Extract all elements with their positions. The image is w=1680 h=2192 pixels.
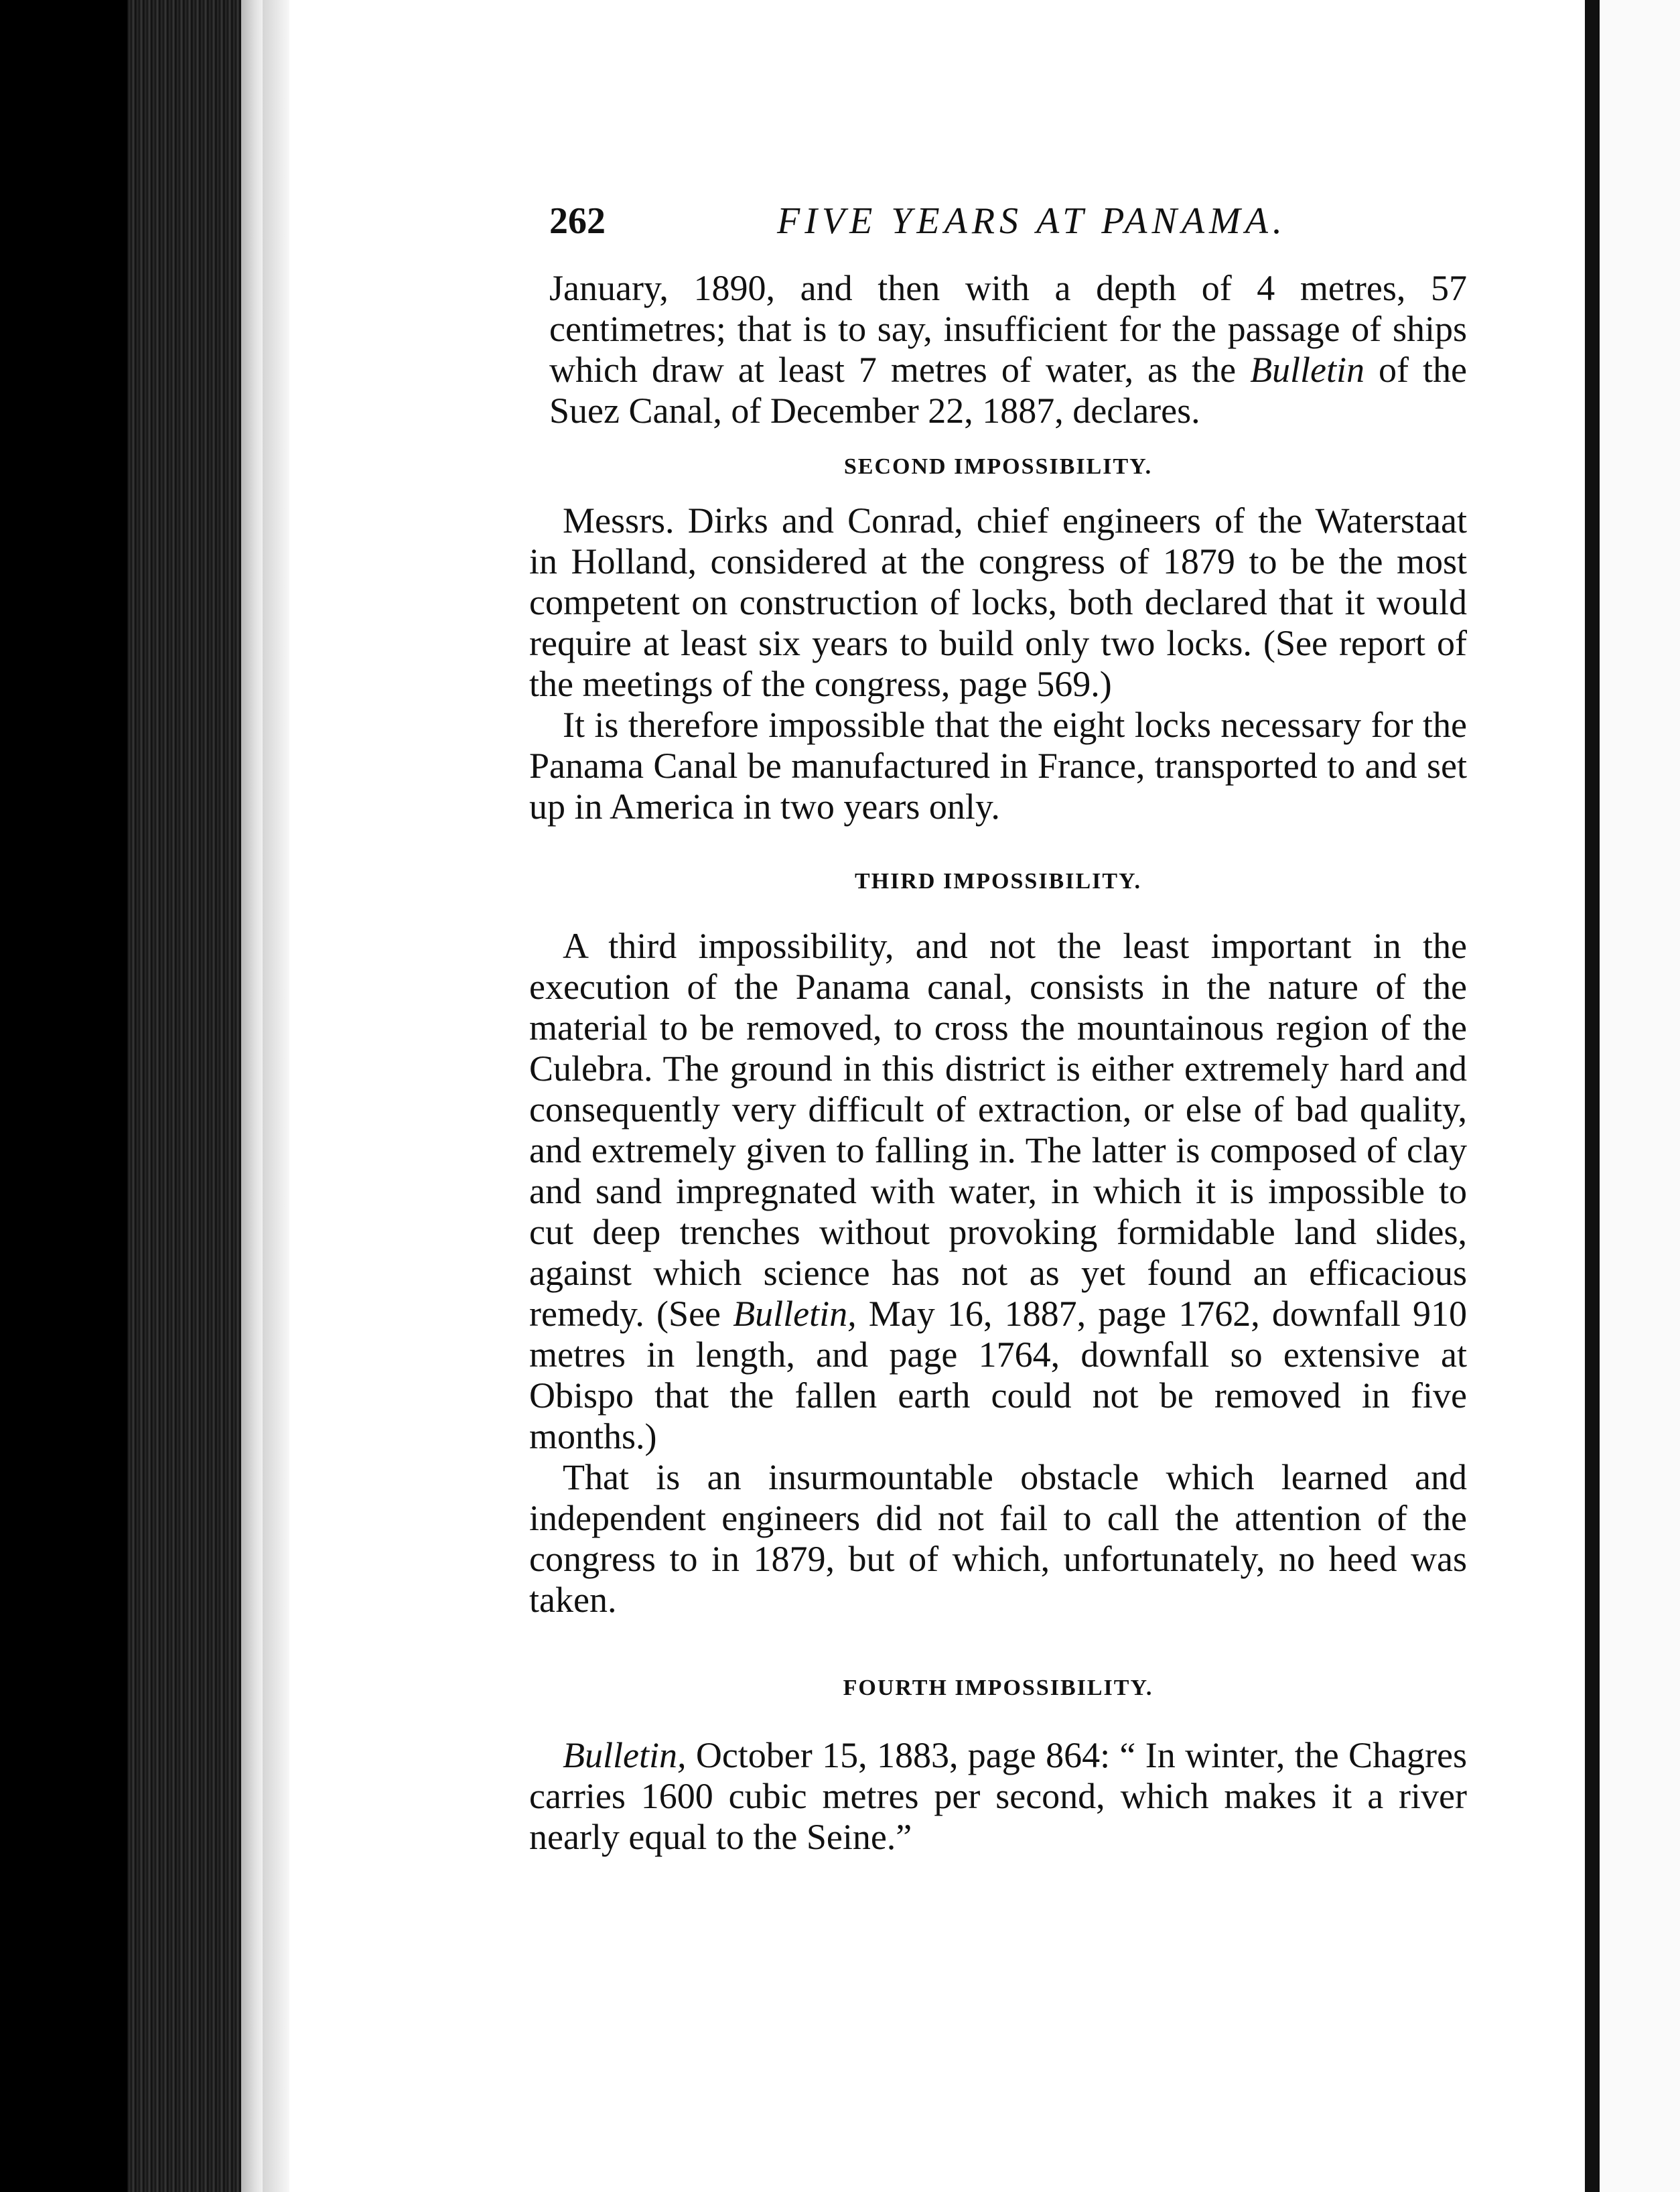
paragraph-obstacle: That is an insurmountable obstacle which learned and independent engineers did not fail to call the attention of the congress to in 1879, but of which, unfortunately, no heed was taken. xyxy=(529,1457,1467,1620)
paragraph-chagres xyxy=(529,1735,1467,1858)
page-body xyxy=(529,188,1467,1858)
facing-page-sliver xyxy=(1600,0,1680,2192)
paragraph-dirks-conrad: Messrs. Dirks and Conrad, chief engineers of the Waterstaat in Holland, considered at the congress of 1879 to be the most competent on construction of locks, both declared that it would require at least six years to build only two locks. (See report of the meetings of the congress, page 569.) xyxy=(529,500,1467,704)
paragraph-text: May 16, 1887, page 1762, downfall 910 metres in length, and page 1764, downfall so extensive at Obispo that the fallen earth could not be removed in five months.) xyxy=(529,1294,1468,1456)
running-title: FIVE YEARS AT PANAMA. xyxy=(777,200,1287,242)
section-heading-second: SECOND IMPOSSIBILITY. xyxy=(843,454,1153,479)
paragraph-text: A third impossibility, and not the least important in the execution of the Panama canal, consists in the nature of the material to be removed, to cross the mountainous region of the Culebra. The ground in this district is either extremely hard and consequently very difficult of extraction, or else of bad quality, and extremely given to falling in. The latter is composed of clay and sand impregnated with water, in which it is impossible to cut deep trenches without provoking formidable land slides, against which science has not as yet found an efficacious remedy. (See xyxy=(529,926,1467,1334)
paragraph-text: October 15, 1883, page 864: “ In winter, the Chagres carries 1600 cubic metres per second, which makes it a river nearly equal to the Seine.” xyxy=(529,1735,1467,1857)
gutter-shadow xyxy=(263,0,289,2192)
italic-bulletin: Bulletin, xyxy=(563,1735,687,1775)
right-page-edge xyxy=(1585,0,1600,2192)
paragraph-text: of the Suez Canal, of December 22, 1887, declares. xyxy=(549,350,1468,431)
page-edge-highlight xyxy=(241,0,263,2192)
paragraph-continued xyxy=(529,268,1467,431)
italic-bulletin: Bulletin xyxy=(1250,350,1365,390)
paragraph-text: January, 1890, and then with a depth of 4 metres, 57 centimetres; that is to say, insufficient for the passage of ships which draw at least 7 metres of water, as the xyxy=(549,268,1467,390)
paragraph-culebra xyxy=(529,926,1467,1457)
paragraph-eight-locks: It is therefore impossible that the eight locks necessary for the Panama Canal be manufactured in France, transported to and set up in America in two years only. xyxy=(529,705,1467,827)
italic-bulletin: Bulletin, xyxy=(733,1294,857,1334)
section-heading-third: THIRD IMPOSSIBILITY. xyxy=(855,869,1141,894)
page-number: 262 xyxy=(549,200,606,242)
running-head xyxy=(529,188,1467,248)
section-heading-fourth: FOURTH IMPOSSIBILITY. xyxy=(843,1675,1153,1700)
